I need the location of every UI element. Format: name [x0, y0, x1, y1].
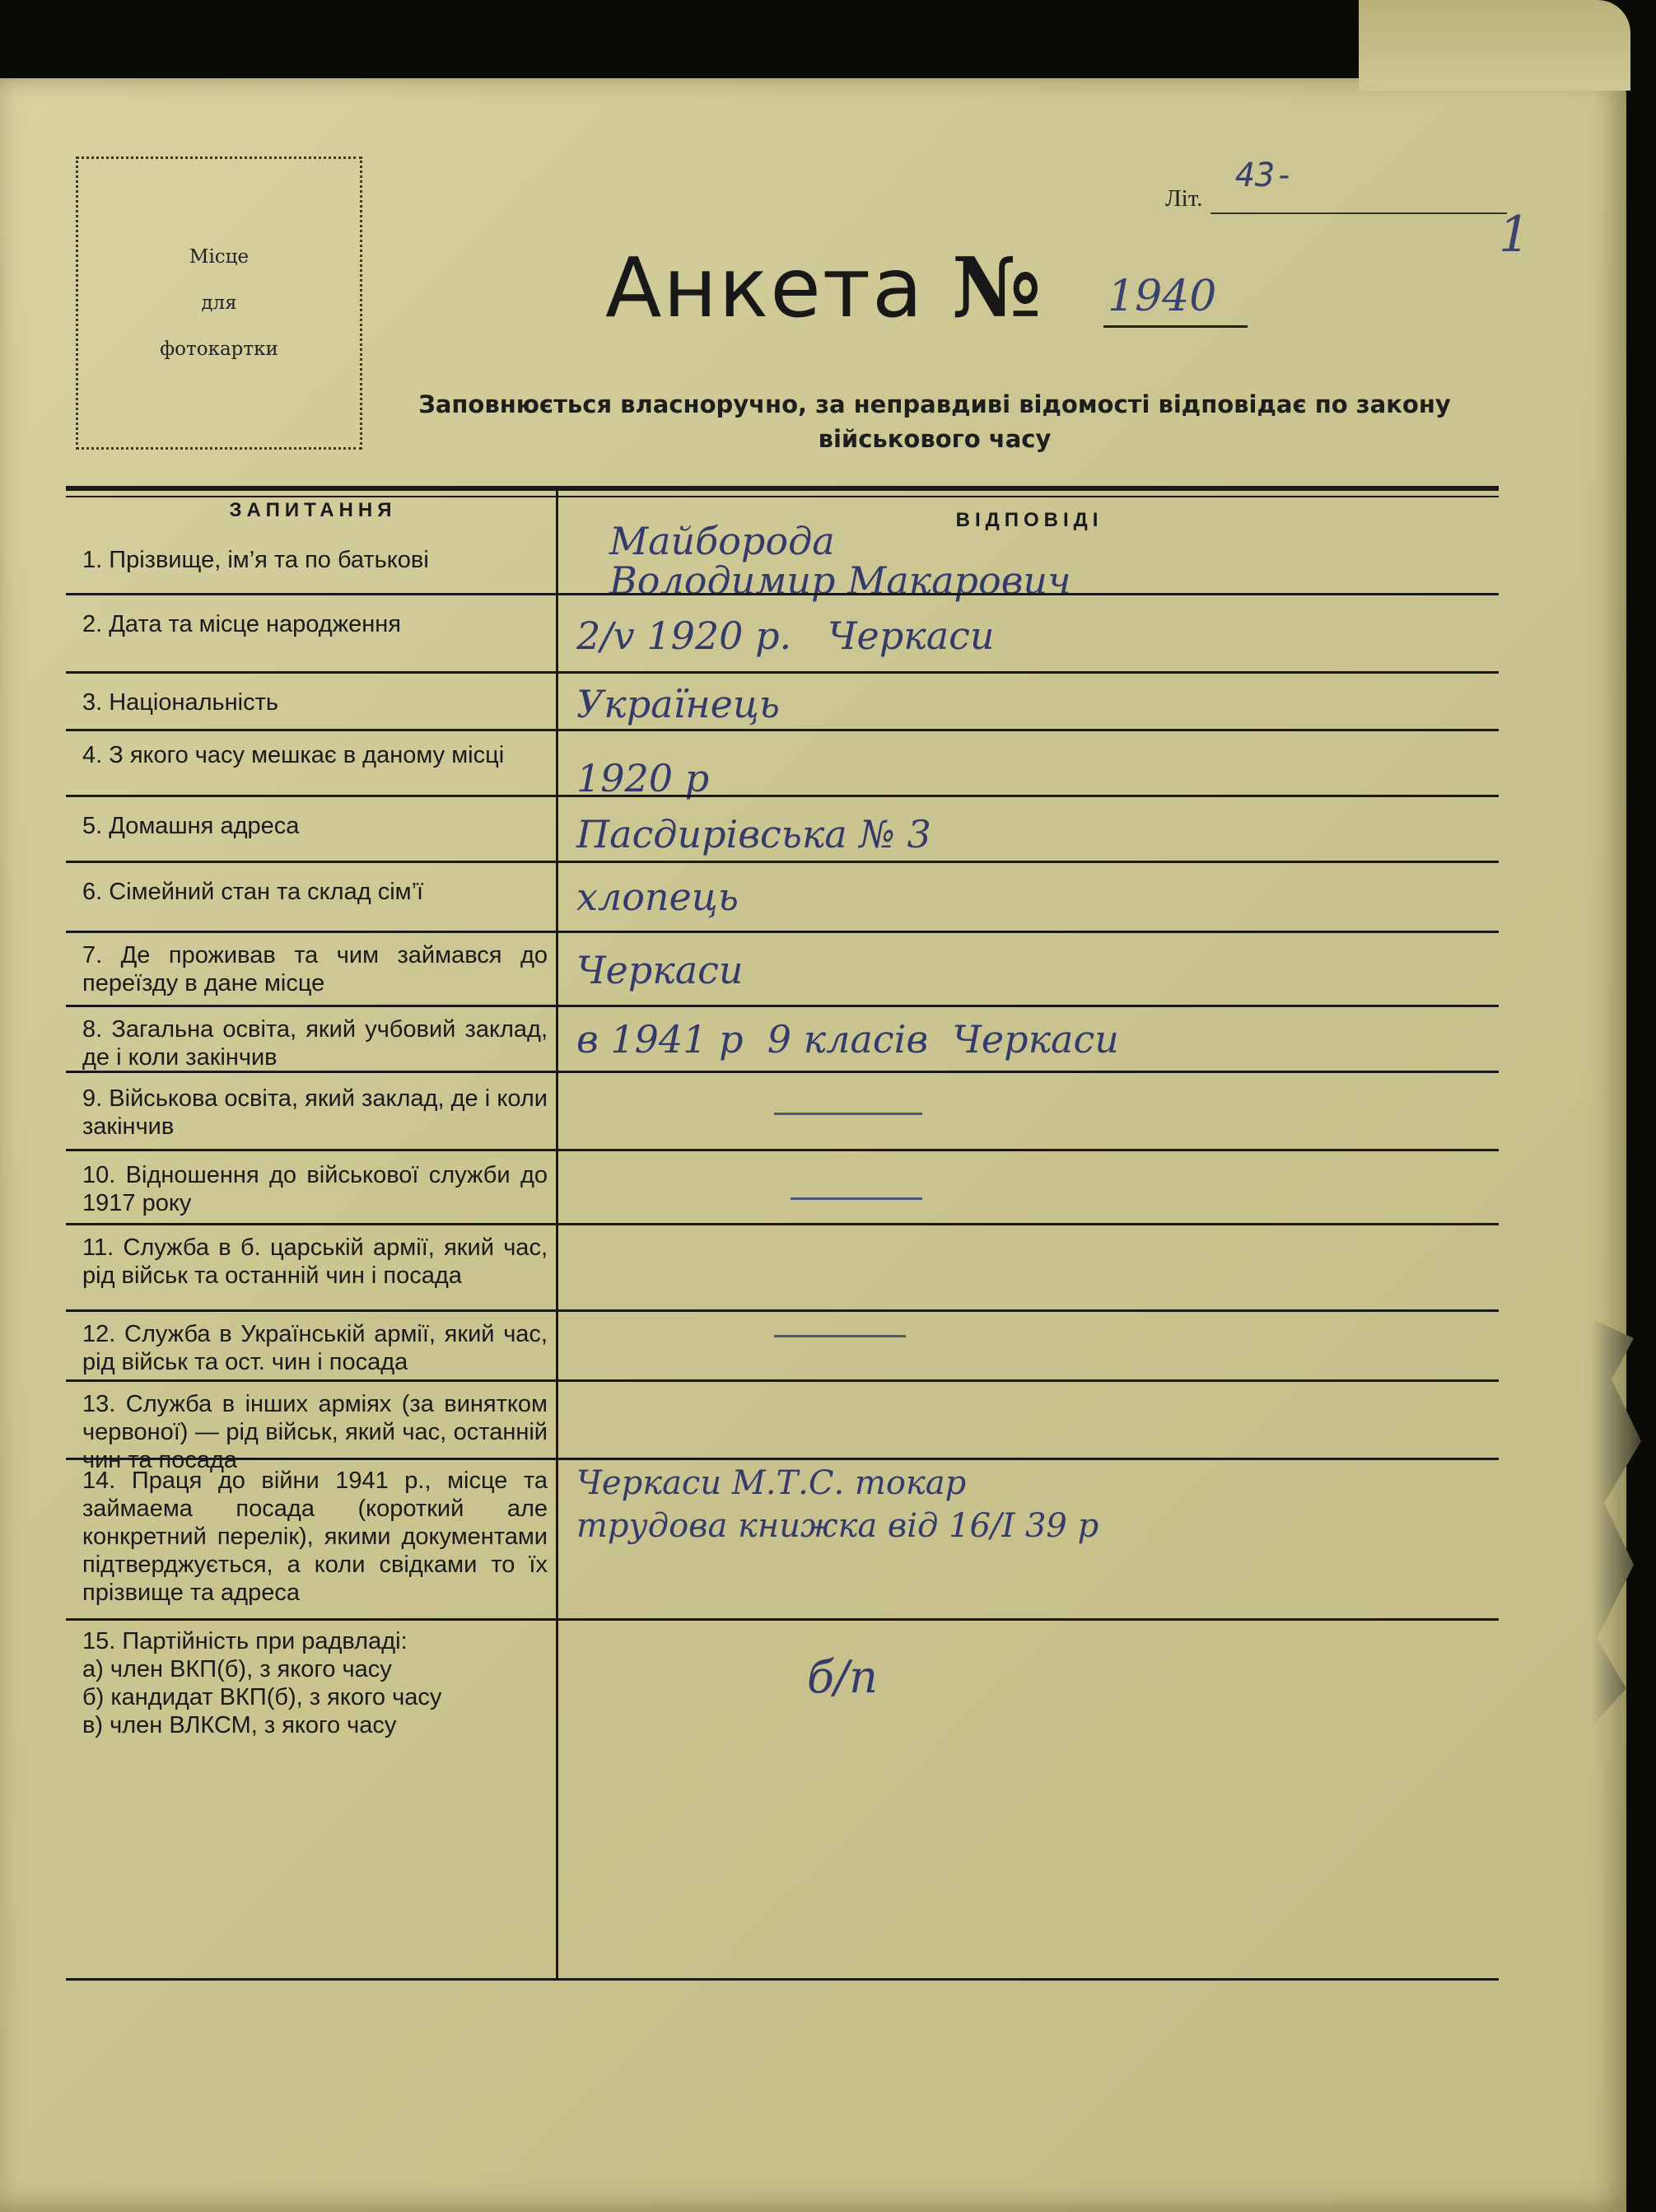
header-questions: ЗАПИТАННЯ [229, 499, 397, 521]
table-row [66, 1618, 1499, 1738]
question-text: 11. Служба в б. царській армії, який час, рід військ та останній чин і посада [82, 1234, 548, 1289]
question-text: 10. Відношення до військової служби до 1917 року [82, 1162, 548, 1216]
table-row [66, 1458, 1499, 1618]
lit-underline [1211, 212, 1507, 214]
blank-dash [774, 1335, 906, 1337]
table-row [66, 861, 1499, 931]
blank-dash [791, 1197, 922, 1200]
table-row [66, 729, 1499, 800]
answer-text: Майборода Володимир Макарович [609, 519, 1071, 603]
photo-label-3: фотокартки [160, 338, 278, 360]
table-bottom-rule [66, 1978, 1499, 1981]
lit-label: Літ. [1165, 185, 1203, 212]
form-number-underline [1103, 325, 1248, 328]
photo-placeholder [76, 156, 362, 450]
table-row [66, 795, 1499, 861]
table-row [66, 1005, 1499, 1071]
table-row [66, 671, 1499, 729]
header-answers: ВІДПОВІДІ [955, 509, 1103, 531]
table-row [66, 1149, 1499, 1223]
question-text: 3. Національність [82, 689, 279, 716]
page-edge [1359, 0, 1630, 91]
table-row [66, 1223, 1499, 1309]
blank-dash [774, 1113, 922, 1115]
question-text: 2. Дата та місце народження [82, 611, 401, 637]
subtitle: Заповнюється власноручно, за неправдиві відомості відповідає по закону військового часу [418, 390, 1451, 453]
question-text: 8. Загальна освіта, який учбовий заклад, де і коли закінчив [82, 1016, 548, 1071]
question-text: 15. Партійність при радвладі: а) член ВКП(б), з якого часу б) кандидат ВКП(б), з якого часу в) член ВЛКСМ, з якого часу [82, 1628, 442, 1738]
table-row [66, 1309, 1499, 1379]
question-text: 13. Служба в інших арміях (за винятком червоної) — рід військ, який час, останній чин та посада [82, 1391, 548, 1473]
form-number: 1940 [1108, 272, 1217, 321]
number-sign: № [952, 239, 1043, 336]
question-text: 12. Служба в Українській армії, який час, рід військ та ост. чин і посада [82, 1321, 548, 1375]
answer-text: хлопець [576, 875, 739, 919]
question-text: 9. Військова освіта, який заклад, де і коли закінчив [82, 1085, 548, 1140]
questionnaire-table [66, 486, 1499, 1981]
answer-text: Пасдирівська № 3 [576, 812, 931, 856]
lit-value: 43- [1235, 156, 1295, 194]
table-top-rule [66, 486, 1499, 491]
question-text: 14. Праця до війни 1941 р., місце та займаема посада (короткий але конкретний перелік), якими документами підтверджується, а коли свідками то їх прізвище та адреса [82, 1468, 548, 1606]
table-row [66, 1379, 1499, 1473]
title-word: Анкета [605, 240, 925, 336]
answer-text: б/п [807, 1651, 878, 1703]
table-row [66, 931, 1499, 1005]
photo-label-2: для [201, 292, 237, 314]
photo-label-1: Місце [189, 246, 250, 268]
answer-text: Черкаси [576, 948, 744, 992]
question-text: 5. Домашня адреса [82, 813, 300, 839]
answer-text: 1920 р [576, 756, 710, 800]
corner-number: 1 [1499, 206, 1531, 264]
question-text: 6. Сімейний стан та склад сім’ї [82, 879, 424, 905]
page-title [605, 239, 1043, 336]
answer-text: 2/v 1920 р. Черкаси [576, 614, 995, 658]
answer-text: в 1941 р 9 класів Черкаси [576, 1017, 1119, 1062]
table-row [66, 593, 1499, 671]
question-text: 4. З якого часу мешкає в даному місці [82, 742, 505, 768]
answer-text: Українець [576, 682, 780, 726]
table-row [66, 1071, 1499, 1149]
question-text: 7. Де проживав та чим займався до переїзду в дане місце [82, 942, 548, 996]
answer-text: Черкаси М.Т.С. токар трудова книжка від 16/I 39 р [576, 1464, 1099, 1545]
question-text: 1. Прізвище, ім’я та по батькові [82, 547, 429, 573]
table-top-rule-thin [66, 496, 1499, 497]
